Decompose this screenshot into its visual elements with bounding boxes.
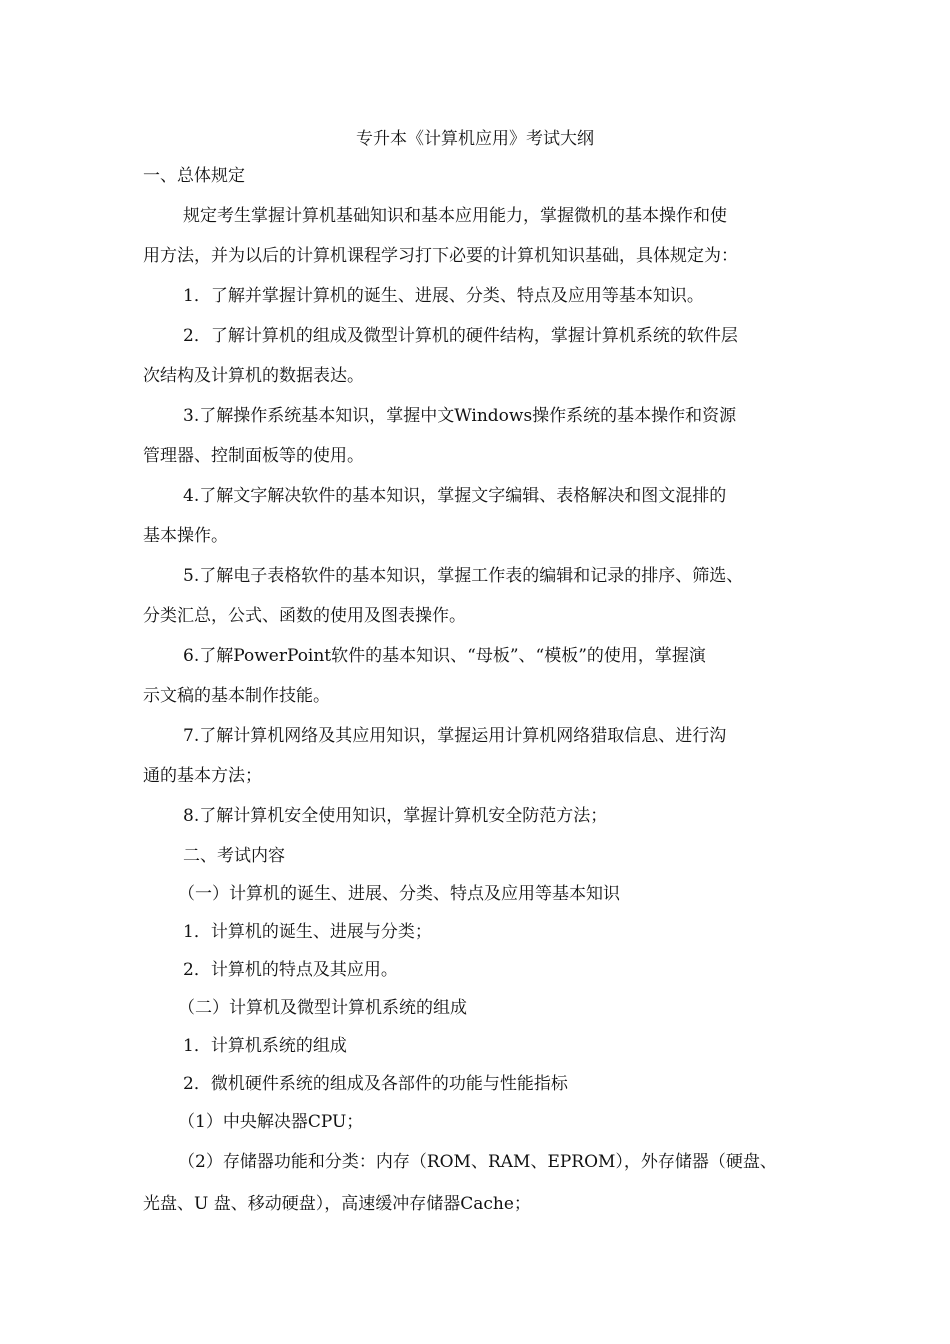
list-item-continuation: 次结构及计算机的数据表达。 [143,366,364,386]
list-item-continuation: 示文稿的基本制作技能。 [143,686,330,706]
list-item: （2）存储器功能和分类：内存（ROM、RAM、EPROM），外存储器（硬盘、 [178,1152,777,1172]
list-item: （1）中央解决器CPU； [178,1112,364,1132]
list-item: 1．计算机系统的组成 [183,1036,347,1056]
list-item-continuation: 光盘、U 盘、移动硬盘），高速缓冲存储器Cache； [143,1194,531,1214]
list-item: 1．了解并掌握计算机的诞生、进展、分类、特点及应用等基本知识。 [183,286,704,306]
list-item-continuation: 通的基本方法； [143,766,262,786]
list-item-continuation: 分类汇总，公式、函数的使用及图表操作。 [143,606,466,626]
list-item: 5.了解电子表格软件的基本知识，掌握工作表的编辑和记录的排序、筛选、 [183,566,744,586]
subsection-heading: （一）计算机的诞生、进展、分类、特点及应用等基本知识 [178,884,620,904]
section-heading: 一、总体规定 [143,166,245,186]
list-item: 1．计算机的诞生、进展与分类； [183,922,432,942]
section-heading: 二、考试内容 [183,846,285,866]
list-item: 2．了解计算机的组成及微型计算机的硬件结构，掌握计算机系统的软件层 [183,326,738,346]
list-item: 3.了解操作系统基本知识，掌握中文Windows操作系统的基本操作和资源 [183,406,737,426]
list-item: 2．微机硬件系统的组成及各部件的功能与性能指标 [183,1074,568,1094]
page-title: 专升本《计算机应用》考试大纲 [356,129,594,149]
paragraph-line: 规定考生掌握计算机基础知识和基本应用能力，掌握微机的基本操作和使 [183,206,727,226]
list-item: 2．计算机的特点及其应用。 [183,960,398,980]
list-item: 6.了解PowerPoint软件的基本知识、“母板”、“模板”的使用，掌握演 [183,646,706,666]
paragraph-line: 用方法，并为以后的计算机课程学习打下必要的计算机知识基础，具体规定为： [143,246,738,266]
list-item: 8.了解计算机安全使用知识，掌握计算机安全防范方法； [183,806,608,826]
subsection-heading: （二）计算机及微型计算机系统的组成 [178,998,467,1018]
list-item: 7.了解计算机网络及其应用知识，掌握运用计算机网络猎取信息、进行沟 [183,726,727,746]
list-item: 4.了解文字解决软件的基本知识，掌握文字编辑、表格解决和图文混排的 [183,486,727,506]
list-item-continuation: 基本操作。 [143,526,228,546]
list-item-continuation: 管理器、控制面板等的使用。 [143,446,364,466]
